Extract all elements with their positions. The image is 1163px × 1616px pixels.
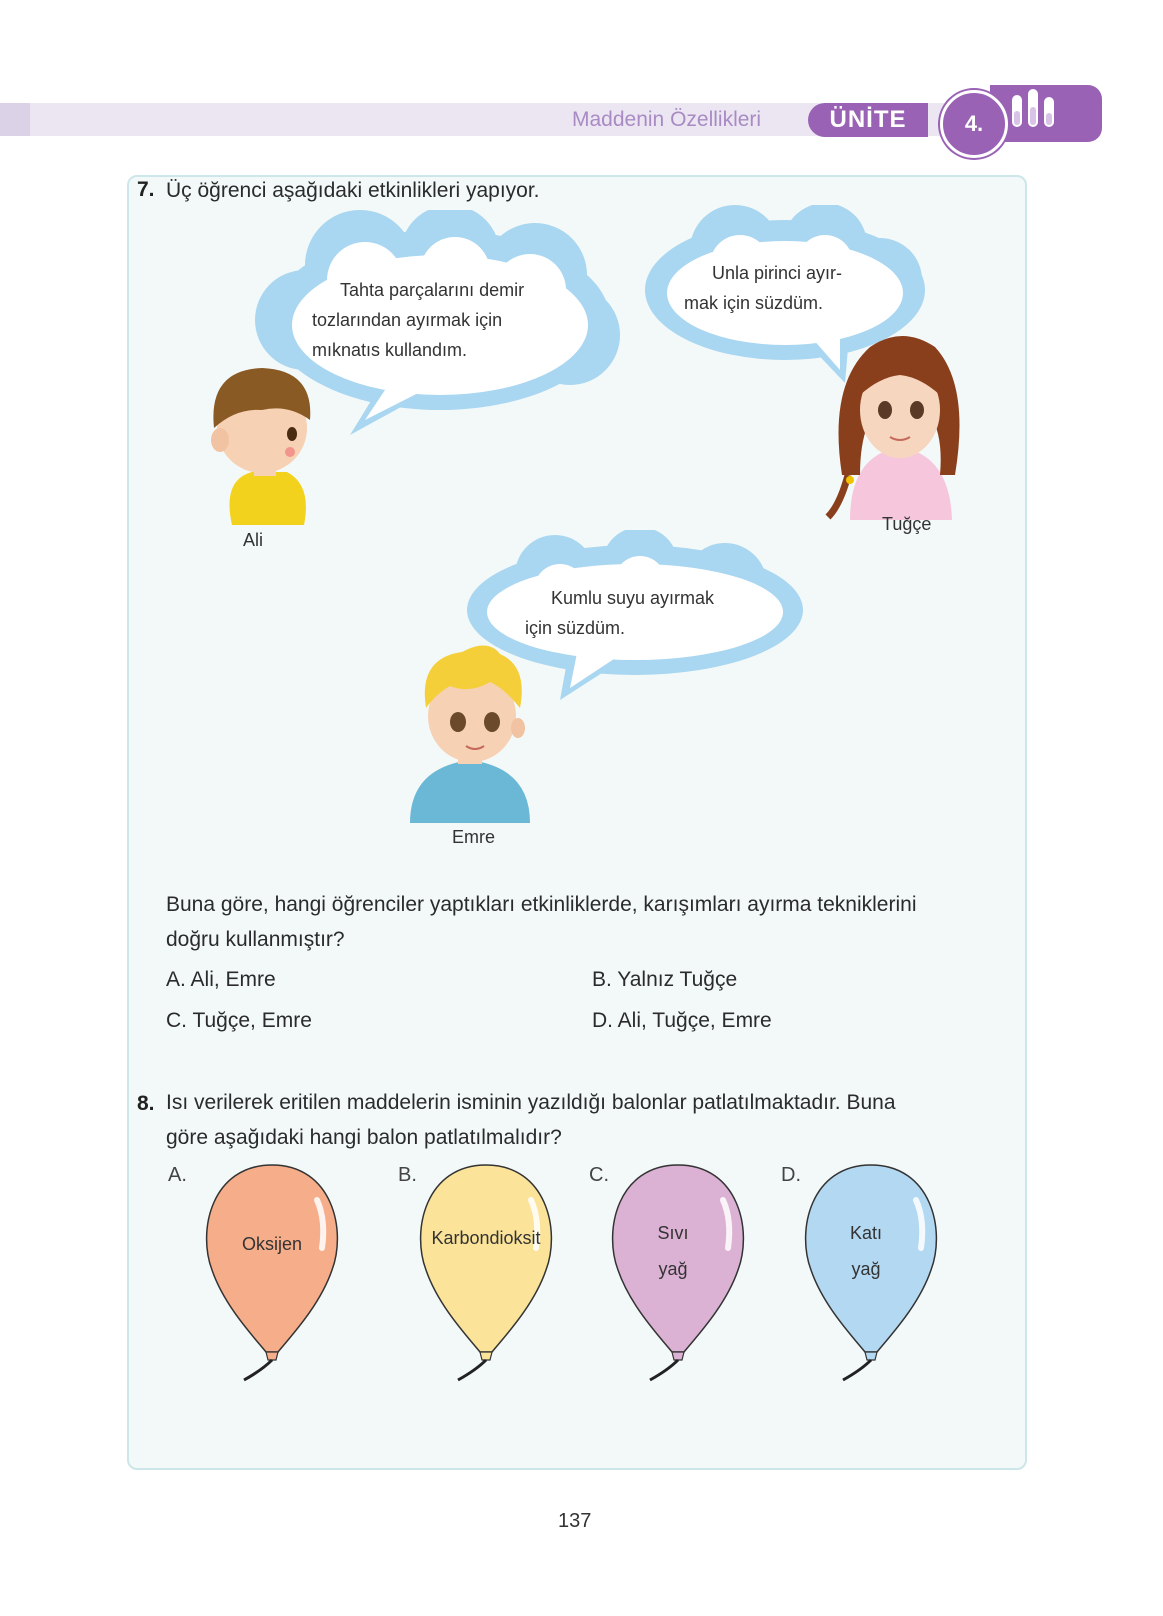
tugce-speech-line-2: mak için süzdüm. [684,293,824,313]
option-a[interactable]: A. Ali, Emre [166,968,276,991]
tugce-speech [684,258,874,318]
ali-speech-line-2: tozlarından ayırmak için [312,310,503,330]
balloon-a-label [202,1226,342,1262]
balloon-b-label-line-1: Karbondioksit [431,1228,541,1248]
unit-label: ÜNİTE [808,103,928,137]
balloon-d-label-line-2: yağ [851,1259,881,1279]
balloon-b[interactable] [406,1160,566,1385]
option-d[interactable]: D. Ali, Tuğçe, Emre [592,1009,772,1032]
ali-speech-line-1: Tahta parçalarını demir [340,280,525,300]
ali-illustration [192,360,322,525]
emre-speech-line-1: Kumlu suyu ayırmak [551,588,715,608]
question-7-line-1: Buna göre, hangi öğrenciler yaptıkları etkinliklerde, karışımları ayırma tekniklerini [166,893,917,916]
page-number: 137 [558,1510,592,1532]
balloon-c-label-line-1: Sıvı [657,1223,689,1243]
option-c[interactable]: C. Tuğçe, Emre [166,1009,312,1032]
tugce-illustration [820,325,980,520]
unit-number: 4. [940,90,1008,158]
balloon-a-letter: A. [168,1164,187,1186]
balloon-b-letter: B. [398,1164,417,1186]
balloon-d-letter: D. [781,1164,801,1186]
balloon-b-body [421,1165,552,1352]
question-8-line-2: göre aşağıdaki hangi balon patlatılmalıdır? [166,1126,562,1149]
emre-name: Emre [452,827,496,847]
question-7-number: 7. [137,178,155,201]
question-7-line-2: doğru kullanmıştır? [166,928,345,951]
balloon-b-label [412,1220,560,1256]
ali-speech [312,275,562,365]
ali-name: Ali [243,530,264,550]
tugce-name: Tuğçe [882,514,932,534]
tugce-speech-line-1: Unla pirinci ayır- [712,263,843,283]
question-8-line-1: Isı verilerek eritilen maddelerin isminin yazıldığı balonlar patlatılmaktadır. Buna [166,1091,896,1114]
question-7-text [166,887,1006,957]
test-tubes-icon [990,85,1102,142]
balloon-a[interactable] [192,1160,352,1385]
balloon-c-label-line-2: yağ [658,1259,688,1279]
balloon-d-label-line-1: Katı [849,1223,883,1243]
chapter-title: Maddenin Özellikleri [572,108,762,131]
emre-illustration [400,638,550,823]
balloon-d-label [801,1215,931,1287]
header-band-accent [0,103,30,136]
emre-speech-line-2: için süzdüm. [525,618,626,638]
balloon-options [166,1160,986,1390]
ali-speech-line-3: mıknatıs kullandım. [312,340,468,360]
option-b[interactable]: B. Yalnız Tuğçe [592,968,738,991]
question-7-prompt: Üç öğrenci aşağıdaki etkinlikleri yapıyor. [166,179,540,202]
balloon-c-label [608,1215,738,1287]
emre-speech [525,583,765,643]
question-8-number: 8. [137,1092,155,1115]
unit-tab [990,85,1102,142]
question-8-text [166,1085,1006,1155]
balloon-a-label-line-1: Oksijen [241,1234,303,1254]
balloon-c-letter: C. [589,1164,609,1186]
